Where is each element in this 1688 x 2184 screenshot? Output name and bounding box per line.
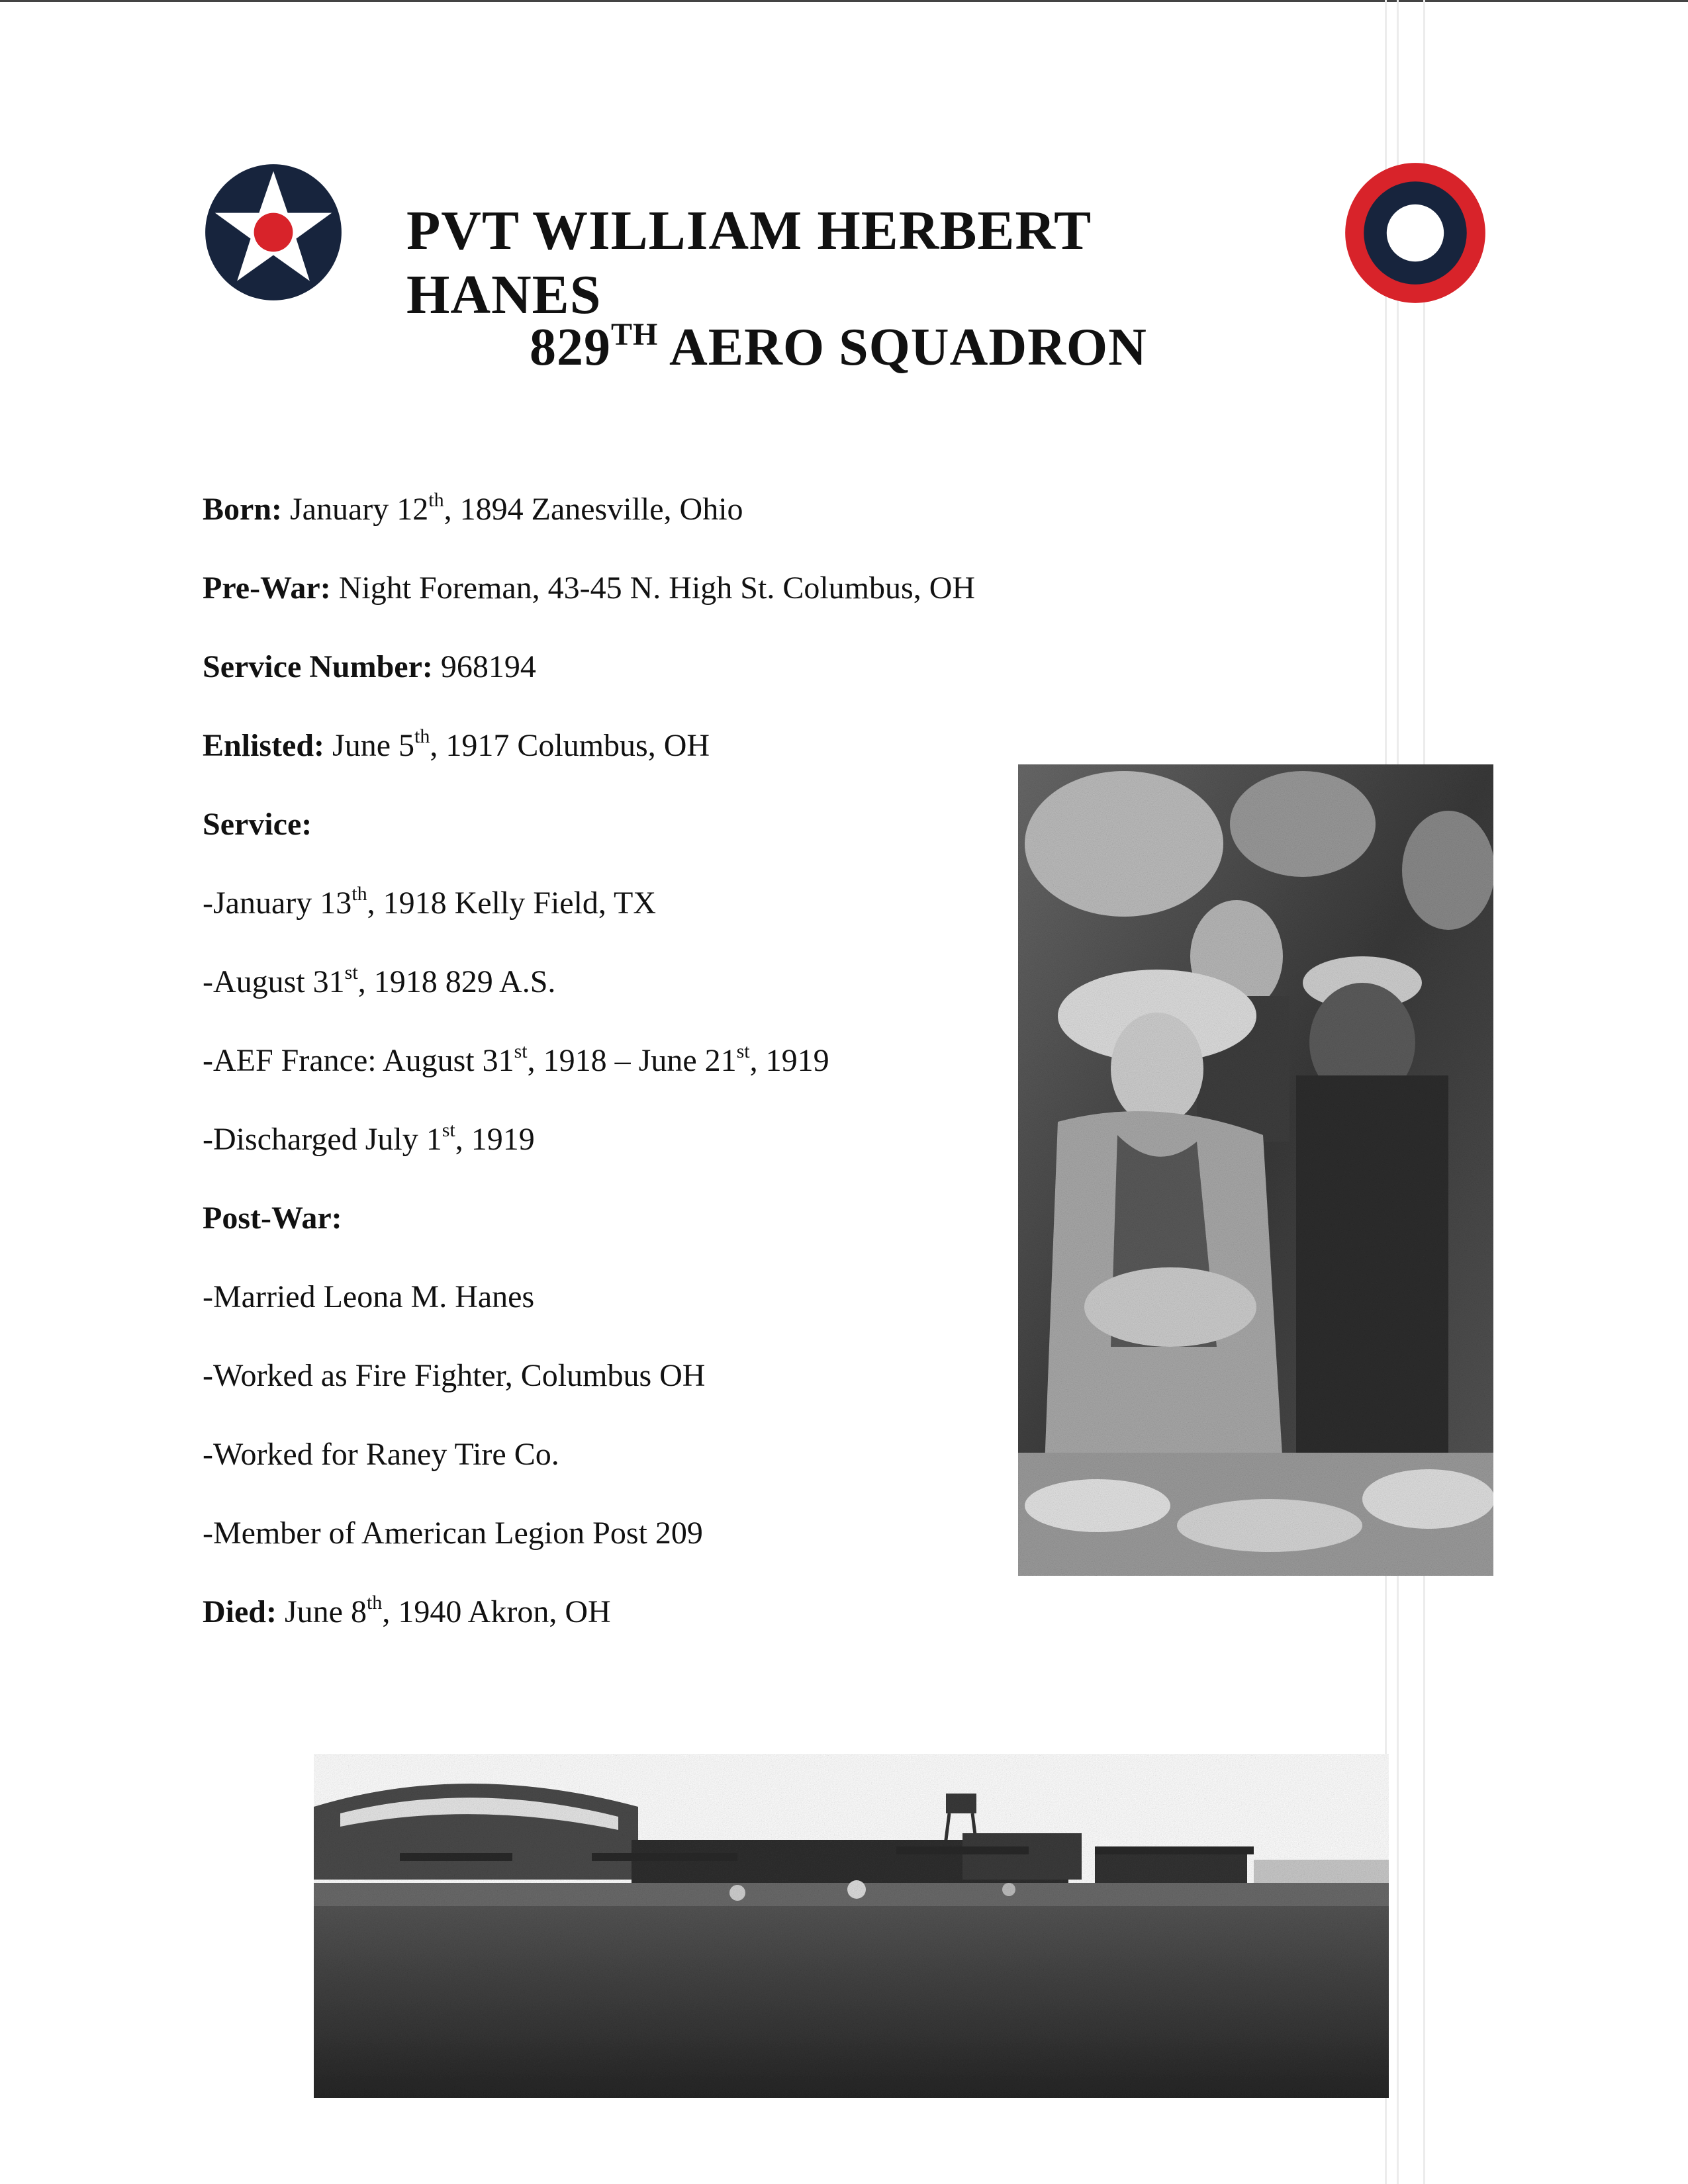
airfield-photo bbox=[314, 1754, 1389, 2098]
unit-subtitle bbox=[530, 318, 1192, 378]
bio-line-died: Died: June 8th, 1940 Akron, OH bbox=[203, 1592, 611, 1629]
bio-line-born: Born: January 12th, 1894 Zanesville, Ohio bbox=[203, 489, 743, 527]
bio-line-service-4: -Discharged July 1st, 1919 bbox=[203, 1119, 535, 1157]
unit-suffix: TH bbox=[611, 317, 659, 352]
bio-line-enlisted: Enlisted: June 5th, 1917 Columbus, OH bbox=[203, 725, 710, 763]
bio-line-service-2: -August 31st, 1918 829 A.S. bbox=[203, 962, 556, 999]
bio-heading-postwar: Post-War: bbox=[203, 1201, 342, 1236]
bio-line-postwar-2: -Worked as Fire Fighter, Columbus OH bbox=[203, 1358, 706, 1393]
bio-line-postwar-1: -Married Leona M. Hanes bbox=[203, 1279, 535, 1314]
scan-top-edge bbox=[0, 0, 1688, 2]
bio-line-prewar: Pre-War: Night Foreman, 43-45 N. High St. Columbus, OH bbox=[203, 570, 976, 606]
bio-line-postwar-4: -Member of American Legion Post 209 bbox=[203, 1516, 703, 1551]
bio-line-service-number: Service Number: 968194 bbox=[203, 649, 536, 684]
portrait-photo bbox=[1018, 764, 1493, 1576]
bio-line-postwar-3: -Worked for Raney Tire Co. bbox=[203, 1437, 559, 1472]
unit-number: 829 bbox=[530, 318, 611, 377]
soldier-name: PVT WILLIAM HERBERT HANES bbox=[406, 200, 1091, 326]
roundel-insignia-icon bbox=[1344, 161, 1487, 304]
star-insignia-icon bbox=[204, 163, 343, 302]
bio-line-service-1: -January 13th, 1918 Kelly Field, TX bbox=[203, 883, 657, 921]
bio-line-service-3: -AEF France: August 31st, 1918 – June 21st, 1919 bbox=[203, 1040, 829, 1078]
unit-name: AERO SQUADRON bbox=[658, 318, 1147, 377]
bio-heading-service: Service: bbox=[203, 807, 312, 842]
